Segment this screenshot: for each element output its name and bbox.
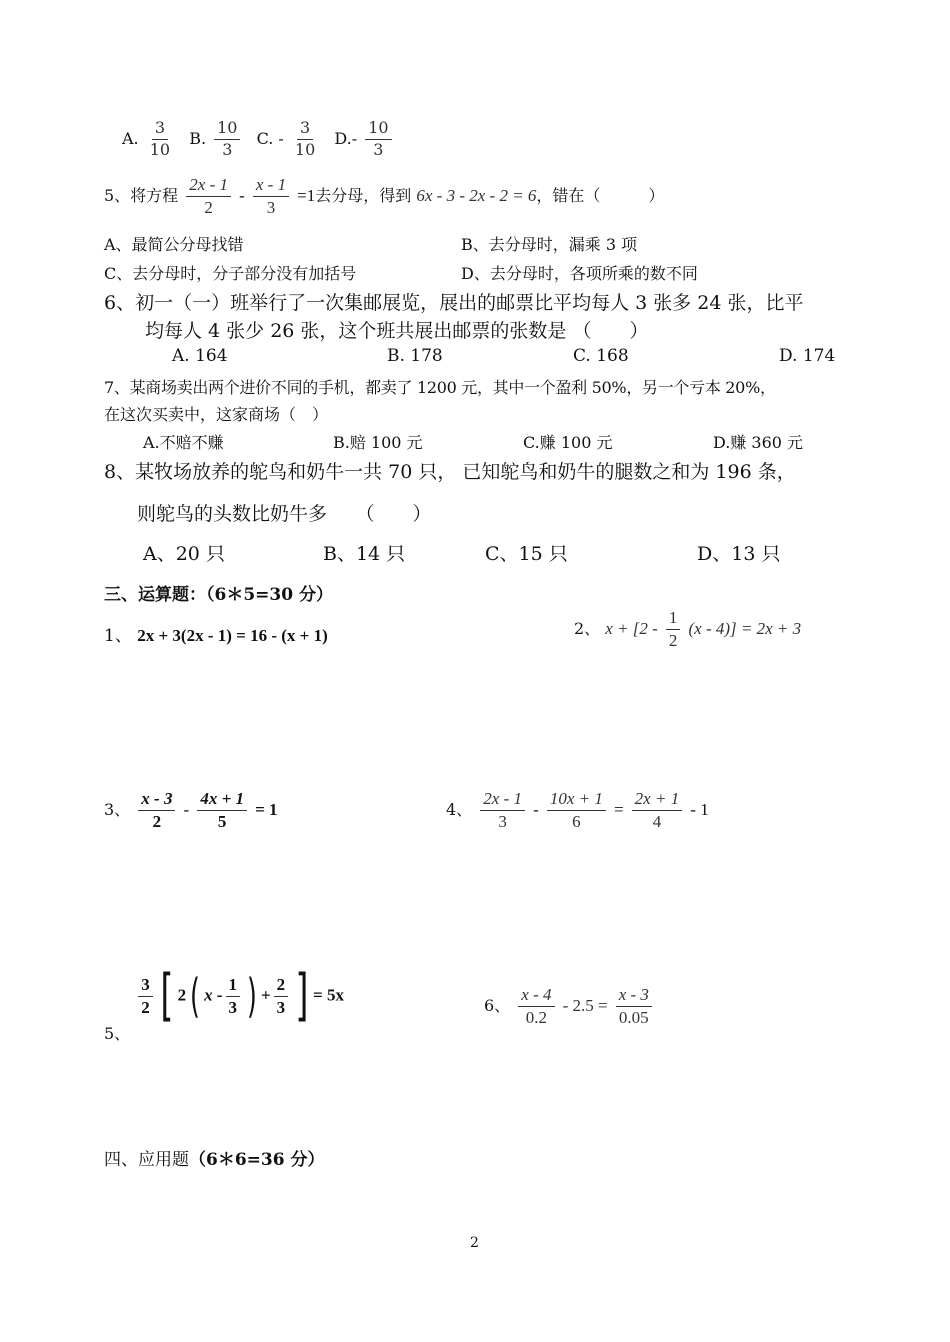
- option-d-fraction: $\frac{10}{3}$: [365, 120, 391, 159]
- q8-option-a: A、20 只: [143, 543, 225, 565]
- q7-option-b: B.赔 100 元: [333, 433, 423, 452]
- problem-2: 2、 x + [2 - $\frac{1}{2}$ (x - 4)] = 2x + 3: [574, 608, 802, 650]
- right-paren: ): [247, 969, 257, 1023]
- problem-6: 6、 $\frac{x - 4}{0.2}$ - 2.5 = $\frac{x - 3}{0.05}$: [484, 986, 655, 1027]
- left-paren: (: [190, 969, 201, 1023]
- q8-option-b: B、14 只: [323, 543, 406, 565]
- question-7-line1: 7、某商场卖出两个进价不同的手机，都卖了 1200 元，其中一个盈利 50%，另一个亏本 20%，: [104, 378, 776, 397]
- left-bracket: [: [160, 963, 174, 1028]
- problem-1: 1、 2x + 3(2x - 1) = 16 - (x + 1): [104, 626, 328, 646]
- q7-option-a: A.不赔不赚: [143, 433, 224, 452]
- q5-option-d: D、去分母时，各项所乘的数不同: [461, 264, 698, 283]
- section-3-heading: 三、运算题：（6＊5=30 分）: [104, 585, 333, 605]
- q6-option-d: D. 174: [779, 346, 836, 366]
- q6-option-b: B. 178: [387, 346, 443, 366]
- q5-option-b: B、去分母时，漏乘 3 项: [461, 235, 638, 254]
- q5-option-c: C、去分母时，分子部分没有加括号: [104, 264, 357, 283]
- problem-3: 3、 $\frac{x - 3}{2}$ - $\frac{4x + 1}{5}$ = 1: [104, 789, 278, 831]
- question-5-stem: 5、将方程 $\frac{2x - 1}{2}$ - $\frac{x - 1}{3}$ =1去分母，得到 6x - 3 - 2x - 2 = 6，错在（ ）: [104, 175, 665, 217]
- question-6-line1: 6、初一（一）班举行了一次集邮展览，展出的邮票比平均每人 3 张多 24 张，比平: [104, 292, 804, 314]
- option-a-fraction: $\frac{3}{10}$: [149, 118, 171, 159]
- q6-option-a: A. 164: [172, 346, 228, 366]
- problem-5: 5、 $\frac{3}{2}$ [ 2( x - $\frac{1}{3}$ ) + $\frac{2}{3}$ ] = 5x: [104, 963, 344, 1043]
- page-number: 2: [470, 1235, 479, 1251]
- option-c-fraction: $\frac{3}{10}$: [294, 118, 316, 159]
- q7-option-d: D.赚 360 元: [713, 433, 804, 452]
- q8-option-c: C、15 只: [485, 543, 568, 565]
- q6-option-c: C. 168: [573, 346, 629, 366]
- question-6-line2: 均每人 4 张少 26 张，这个班共展出邮票的张数是 （ ）: [145, 320, 649, 342]
- option-b-fraction: $\frac{10}{3}$: [214, 120, 240, 159]
- question-8-line1: 8、某牧场放养的鸵鸟和奶牛一共 70 只， 已知鸵鸟和奶牛的腿数之和为 196 条，: [104, 461, 796, 483]
- q7-option-c: C.赚 100 元: [523, 433, 613, 452]
- q4-options: A. $\frac{3}{10}$ B. $\frac{10}{3}$ C. - $\frac{3}{10}$ D.- $\frac{10}{3}$: [122, 120, 395, 159]
- question-8-line2: 则鸵鸟的头数比奶牛多 （ ）: [137, 503, 432, 525]
- right-bracket: ]: [295, 963, 309, 1028]
- section-4-heading: 四、应用题（6＊6=36 分）: [104, 1150, 325, 1170]
- question-7-line2: 在这次买卖中，这家商场（ ）: [104, 405, 329, 424]
- q5-option-a: A、最简公分母找错: [104, 235, 244, 254]
- q8-option-d: D、13 只: [697, 543, 781, 565]
- problem-4: 4、 $\frac{2x - 1}{3}$ - $\frac{10x + 1}{6}$ = $\frac{2x + 1}{4}$ - 1: [446, 789, 709, 831]
